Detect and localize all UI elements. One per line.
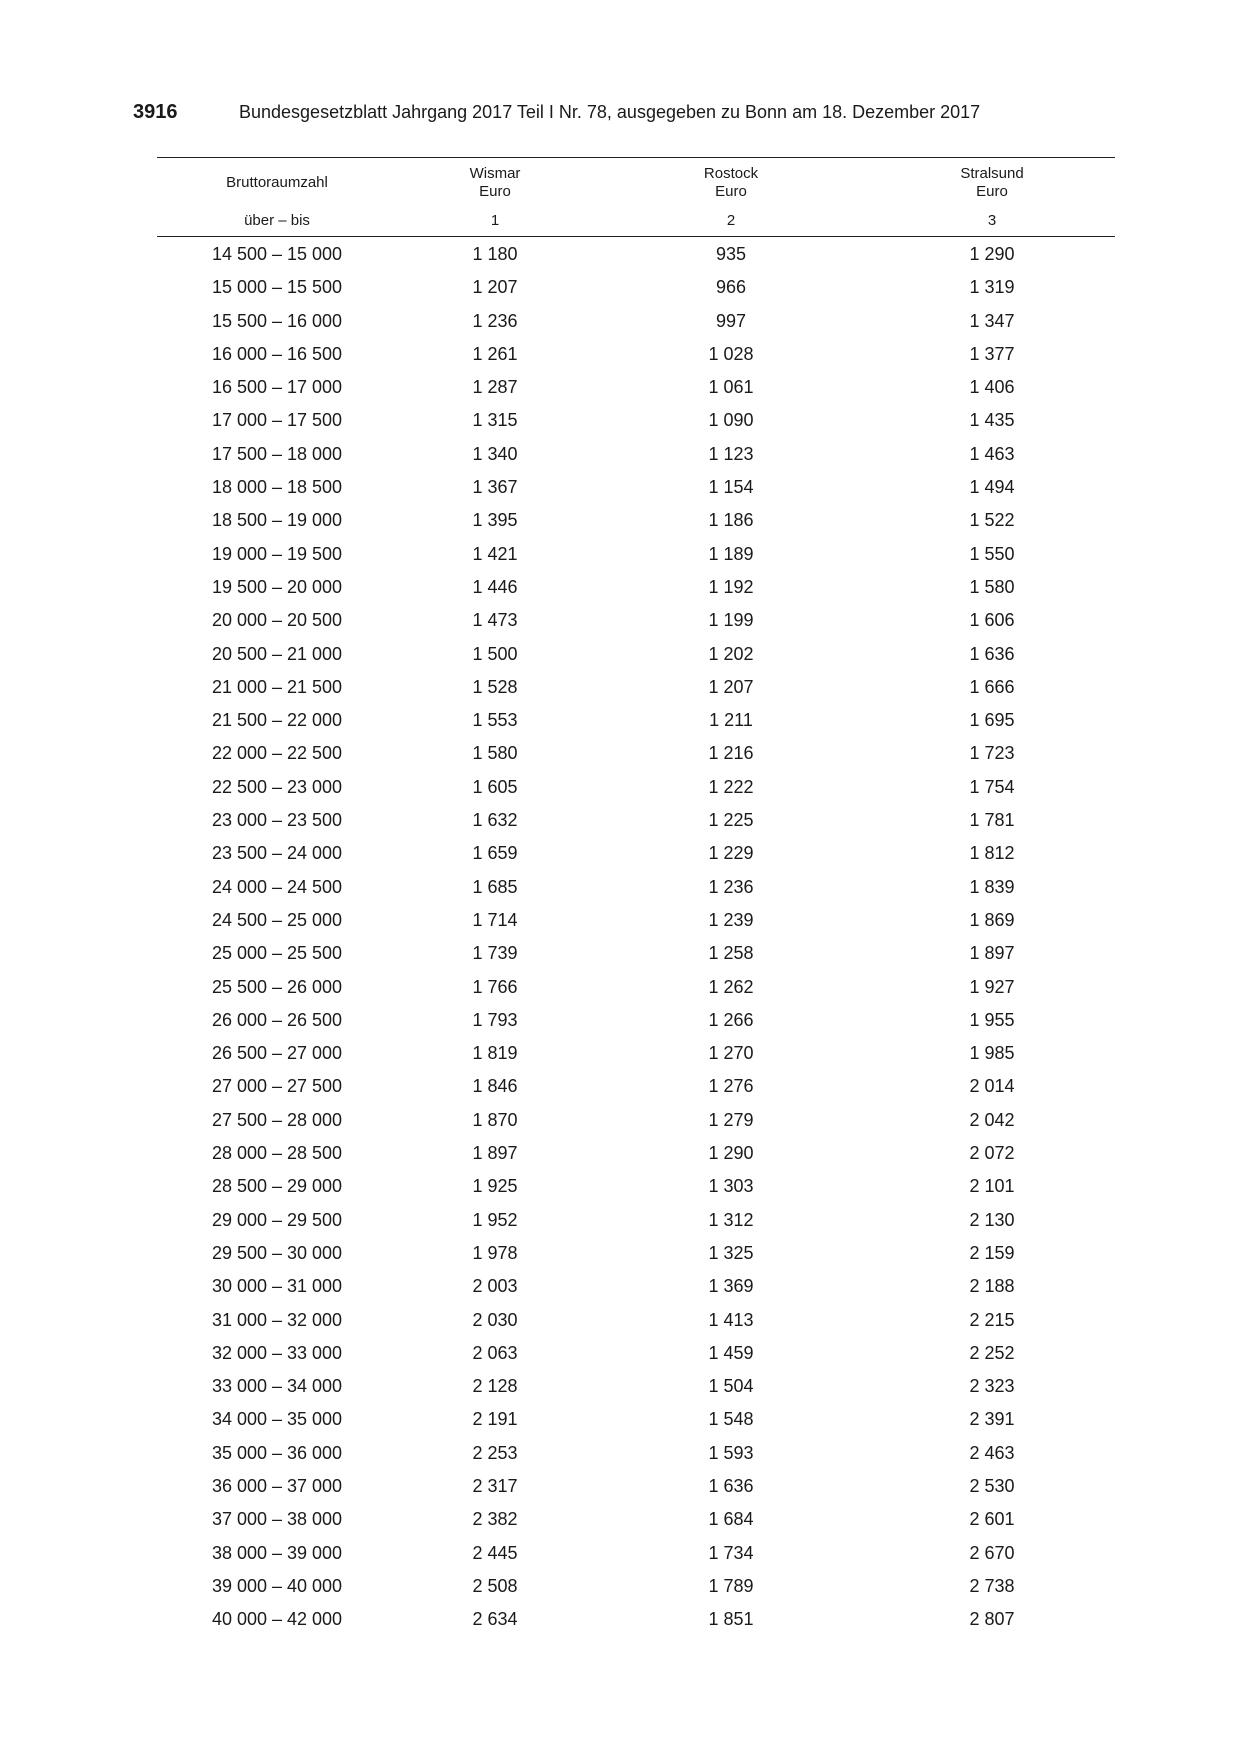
cell-wismar: 1 553 <box>472 710 518 731</box>
cell-rostock: 1 279 <box>708 1109 754 1130</box>
cell-rostock: 1 504 <box>708 1376 754 1397</box>
cell-rostock: 1 090 <box>708 410 754 431</box>
cell-range: 25 500 – 26 000 <box>211 976 343 997</box>
cell-wismar: 1 925 <box>472 1176 518 1197</box>
cell-rostock: 1 270 <box>708 1043 754 1064</box>
table-row <box>157 1503 1115 1536</box>
cell-rostock: 1 028 <box>708 343 754 364</box>
cell-range: 32 000 – 33 000 <box>211 1342 343 1363</box>
cell-rostock: 1 266 <box>708 1009 754 1030</box>
table-row <box>157 1204 1115 1237</box>
column-header-stralsund <box>869 165 1115 201</box>
table-row <box>157 1337 1115 1370</box>
cell-range: 20 000 – 20 500 <box>211 610 343 631</box>
table-row <box>157 1070 1115 1103</box>
cell-range: 16 500 – 17 000 <box>211 377 343 398</box>
cell-range: 27 500 – 28 000 <box>211 1109 343 1130</box>
cell-wismar: 1 685 <box>472 876 518 897</box>
cell-stralsund: 1 636 <box>969 643 1015 664</box>
cell-stralsund: 1 869 <box>969 909 1015 930</box>
column-name: Rostock <box>703 165 759 182</box>
cell-range: 37 000 – 38 000 <box>211 1509 343 1530</box>
column-number: 2 <box>726 212 736 229</box>
cell-range: 17 000 – 17 500 <box>211 410 343 431</box>
column-name: Stralsund <box>960 165 1024 182</box>
cell-range: 26 500 – 27 000 <box>211 1043 343 1064</box>
table-row <box>157 1304 1115 1337</box>
cell-range: 19 500 – 20 000 <box>211 576 343 597</box>
cell-range: 39 000 – 40 000 <box>211 1575 343 1596</box>
table-row <box>157 471 1115 504</box>
cell-rostock: 1 186 <box>708 510 754 531</box>
table-row <box>157 1237 1115 1270</box>
cell-wismar: 1 793 <box>472 1009 518 1030</box>
cell-rostock: 1 202 <box>708 643 754 664</box>
table-row <box>157 305 1115 338</box>
cell-wismar: 1 446 <box>472 576 518 597</box>
cell-range: 15 000 – 15 500 <box>211 277 343 298</box>
cell-range: 23 000 – 23 500 <box>211 810 343 831</box>
cell-rostock: 1 189 <box>708 543 754 564</box>
column-unit: Euro <box>715 183 747 200</box>
cell-wismar: 2 191 <box>472 1409 518 1430</box>
cell-range: 22 500 – 23 000 <box>211 776 343 797</box>
table-row <box>157 1104 1115 1137</box>
cell-wismar: 2 253 <box>472 1442 518 1463</box>
cell-stralsund: 1 522 <box>969 510 1015 531</box>
column-header-rostock <box>593 165 869 201</box>
cell-range: 38 000 – 39 000 <box>211 1542 343 1563</box>
cell-stralsund: 1 812 <box>969 843 1015 864</box>
cell-range: 33 000 – 34 000 <box>211 1376 343 1397</box>
cell-range: 14 500 – 15 000 <box>211 244 343 264</box>
table-row <box>157 604 1115 637</box>
cell-rostock: 1 207 <box>708 676 754 697</box>
cell-stralsund: 1 550 <box>969 543 1015 564</box>
cell-stralsund: 1 606 <box>969 610 1015 631</box>
column-name: Wismar <box>469 165 521 182</box>
cell-stralsund: 2 252 <box>969 1342 1015 1363</box>
table-header <box>157 157 1115 236</box>
cell-stralsund: 1 897 <box>969 943 1015 964</box>
cell-stralsund: 2 130 <box>969 1209 1015 1230</box>
table-row <box>157 1403 1115 1436</box>
cell-range: 22 000 – 22 500 <box>211 743 343 764</box>
cell-stralsund: 2 323 <box>969 1376 1015 1397</box>
cell-wismar: 1 473 <box>472 610 518 631</box>
table-header-rule <box>157 236 1115 237</box>
cell-wismar: 1 659 <box>472 843 518 864</box>
table-row <box>157 971 1115 1004</box>
cell-stralsund: 1 347 <box>969 310 1015 331</box>
cell-rostock: 1 211 <box>709 710 753 731</box>
cell-wismar: 1 632 <box>472 810 518 831</box>
cell-stralsund: 1 666 <box>969 676 1015 697</box>
cell-range: 26 000 – 26 500 <box>211 1009 343 1030</box>
cell-rostock: 1 548 <box>708 1409 754 1430</box>
cell-stralsund: 1 319 <box>969 277 1015 298</box>
column-number: 3 <box>987 212 997 229</box>
table-row <box>157 238 1115 271</box>
cell-rostock: 1 222 <box>708 776 754 797</box>
cell-stralsund: 2 215 <box>969 1309 1015 1330</box>
cell-wismar: 1 395 <box>472 510 518 531</box>
cell-wismar: 2 128 <box>472 1376 518 1397</box>
cell-rostock: 1 276 <box>708 1076 754 1097</box>
table-row <box>157 1603 1115 1636</box>
cell-wismar: 1 315 <box>472 410 518 431</box>
cell-wismar: 1 714 <box>472 909 518 930</box>
cell-wismar: 1 180 <box>472 244 518 264</box>
table-row <box>157 837 1115 870</box>
cell-wismar: 1 580 <box>472 743 518 764</box>
table-row <box>157 504 1115 537</box>
cell-rostock: 1 593 <box>708 1442 754 1463</box>
table-row <box>157 804 1115 837</box>
cell-wismar: 1 367 <box>472 477 518 498</box>
cell-stralsund: 2 670 <box>969 1542 1015 1563</box>
cell-range: 28 000 – 28 500 <box>211 1143 343 1164</box>
cell-range: 28 500 – 29 000 <box>211 1176 343 1197</box>
cell-stralsund: 1 927 <box>969 976 1015 997</box>
cell-wismar: 1 978 <box>472 1242 518 1263</box>
cell-rostock: 1 239 <box>708 909 754 930</box>
table-row <box>157 638 1115 671</box>
cell-stralsund: 2 188 <box>969 1276 1015 1297</box>
cell-wismar: 1 421 <box>472 543 518 564</box>
column-header-wismar <box>397 165 593 201</box>
cell-rostock: 1 369 <box>708 1276 754 1297</box>
cell-wismar: 1 207 <box>472 277 518 298</box>
cell-rostock: 1 262 <box>708 976 754 997</box>
table-row <box>157 1270 1115 1303</box>
table-row <box>157 404 1115 437</box>
cell-stralsund: 1 955 <box>969 1009 1015 1030</box>
table-row <box>157 1437 1115 1470</box>
cell-wismar: 1 340 <box>472 443 518 464</box>
cell-wismar: 1 261 <box>472 343 518 364</box>
cell-range: 16 000 – 16 500 <box>211 343 343 364</box>
table-row <box>157 937 1115 970</box>
cell-wismar: 2 030 <box>472 1309 518 1330</box>
table-row <box>157 1370 1115 1403</box>
table-row <box>157 737 1115 770</box>
table-row <box>157 1137 1115 1170</box>
table-row <box>157 704 1115 737</box>
cell-range: 21 000 – 21 500 <box>211 676 343 697</box>
cell-rostock: 1 734 <box>708 1542 754 1563</box>
cell-rostock: 1 290 <box>708 1143 754 1164</box>
cell-stralsund: 1 985 <box>969 1043 1015 1064</box>
cell-range: 20 500 – 21 000 <box>211 643 343 664</box>
cell-range: 29 000 – 29 500 <box>211 1209 343 1230</box>
cell-range: 29 500 – 30 000 <box>211 1242 343 1263</box>
cell-stralsund: 2 072 <box>969 1143 1015 1164</box>
cell-rostock: 1 851 <box>708 1609 754 1630</box>
cell-stralsund: 1 723 <box>969 743 1015 764</box>
cell-rostock: 1 154 <box>708 477 754 498</box>
cell-rostock: 1 636 <box>708 1475 754 1496</box>
page-number: 3916 <box>133 101 178 123</box>
cell-stralsund: 1 754 <box>969 776 1015 797</box>
cell-wismar: 2 003 <box>472 1276 518 1297</box>
cell-range: 31 000 – 32 000 <box>211 1309 343 1330</box>
cell-stralsund: 1 695 <box>969 710 1015 731</box>
cell-rostock: 1 225 <box>708 810 754 831</box>
cell-range: 23 500 – 24 000 <box>211 843 343 864</box>
cell-range: 34 000 – 35 000 <box>211 1409 343 1430</box>
table-row <box>157 1570 1115 1603</box>
cell-stralsund: 1 290 <box>969 244 1015 264</box>
cell-stralsund: 2 159 <box>969 1242 1015 1263</box>
cell-stralsund: 2 463 <box>969 1442 1015 1463</box>
cell-rostock: 1 684 <box>708 1509 754 1530</box>
cell-stralsund: 1 781 <box>969 810 1015 831</box>
cell-stralsund: 2 042 <box>969 1109 1015 1130</box>
cell-range: 24 000 – 24 500 <box>211 876 343 897</box>
table-row <box>157 271 1115 304</box>
cell-stralsund: 2 391 <box>969 1409 1015 1430</box>
cell-wismar: 2 063 <box>472 1342 518 1363</box>
cell-range: 36 000 – 37 000 <box>211 1475 343 1496</box>
table-body <box>157 238 1115 1636</box>
cell-rostock: 1 192 <box>708 576 754 597</box>
column-subheader-range: über – bis <box>244 212 310 229</box>
cell-range: 40 000 – 42 000 <box>211 1609 343 1630</box>
cell-wismar: 1 739 <box>472 943 518 964</box>
cell-wismar: 1 528 <box>472 676 518 697</box>
cell-stralsund: 1 406 <box>969 377 1015 398</box>
table-row <box>157 1170 1115 1203</box>
table-row <box>157 338 1115 371</box>
cell-stralsund: 1 463 <box>969 443 1015 464</box>
column-number: 1 <box>490 212 500 229</box>
cell-rostock: 1 789 <box>708 1575 754 1596</box>
cell-wismar: 2 382 <box>472 1509 518 1530</box>
table-row <box>157 1470 1115 1503</box>
cell-stralsund: 1 435 <box>969 410 1015 431</box>
column-header-bruttoraumzahl: Bruttoraumzahl <box>226 174 328 191</box>
table-row <box>157 371 1115 404</box>
cell-rostock: 1 061 <box>708 377 754 398</box>
table-row <box>157 538 1115 571</box>
table-row <box>157 571 1115 604</box>
cell-wismar: 1 766 <box>472 976 518 997</box>
cell-wismar: 1 287 <box>472 377 518 398</box>
table-row <box>157 1037 1115 1070</box>
cell-rostock: 1 199 <box>708 610 754 631</box>
cell-rostock: 997 <box>715 310 747 331</box>
cell-range: 24 500 – 25 000 <box>211 909 343 930</box>
table-row <box>157 904 1115 937</box>
cell-wismar: 1 952 <box>472 1209 518 1230</box>
cell-stralsund: 1 839 <box>969 876 1015 897</box>
cell-rostock: 1 303 <box>708 1176 754 1197</box>
cell-wismar: 1 897 <box>472 1143 518 1164</box>
page-title: Bundesgesetzblatt Jahrgang 2017 Teil I Nr. 78, ausgegeben zu Bonn am 18. Dezember 2017 <box>239 102 981 122</box>
table-row <box>157 1004 1115 1037</box>
cell-wismar: 2 508 <box>472 1575 518 1596</box>
cell-wismar: 2 634 <box>472 1609 518 1630</box>
cell-stralsund: 2 014 <box>969 1076 1015 1097</box>
cell-range: 27 000 – 27 500 <box>211 1076 343 1097</box>
cell-stralsund: 2 101 <box>969 1176 1015 1197</box>
cell-rostock: 1 413 <box>708 1309 754 1330</box>
cell-rostock: 1 216 <box>708 743 754 764</box>
cell-rostock: 1 312 <box>708 1209 754 1230</box>
cell-wismar: 1 605 <box>472 776 518 797</box>
cell-wismar: 1 846 <box>472 1076 518 1097</box>
cell-wismar: 1 500 <box>472 643 518 664</box>
cell-range: 21 500 – 22 000 <box>211 710 343 731</box>
cell-range: 17 500 – 18 000 <box>211 443 343 464</box>
cell-rostock: 1 229 <box>708 843 754 864</box>
cell-range: 35 000 – 36 000 <box>211 1442 343 1463</box>
cell-stralsund: 1 580 <box>969 576 1015 597</box>
cell-stralsund: 2 738 <box>969 1575 1015 1596</box>
cell-rostock: 966 <box>715 277 747 298</box>
cell-rostock: 1 325 <box>708 1242 754 1263</box>
cell-wismar: 1 819 <box>472 1043 518 1064</box>
cell-range: 18 000 – 18 500 <box>211 477 343 498</box>
cell-rostock: 1 236 <box>708 876 754 897</box>
table-row <box>157 1537 1115 1570</box>
cell-range: 25 000 – 25 500 <box>211 943 343 964</box>
cell-wismar: 1 870 <box>472 1109 518 1130</box>
page-header <box>133 100 1113 124</box>
table-row <box>157 438 1115 471</box>
cell-range: 30 000 – 31 000 <box>211 1276 343 1297</box>
column-unit: Euro <box>479 183 511 200</box>
cell-wismar: 2 445 <box>472 1542 518 1563</box>
cell-range: 19 000 – 19 500 <box>211 543 343 564</box>
cell-rostock: 935 <box>715 244 747 264</box>
cell-stralsund: 2 601 <box>969 1509 1015 1530</box>
cell-rostock: 1 258 <box>708 943 754 964</box>
table-row <box>157 771 1115 804</box>
cell-stralsund: 1 494 <box>969 477 1015 498</box>
cell-wismar: 1 236 <box>472 310 518 331</box>
cell-rostock: 1 459 <box>708 1342 754 1363</box>
cell-rostock: 1 123 <box>708 443 754 464</box>
cell-range: 18 500 – 19 000 <box>211 510 343 531</box>
table-row <box>157 671 1115 704</box>
cell-stralsund: 2 807 <box>969 1609 1015 1630</box>
cell-stralsund: 2 530 <box>969 1475 1015 1496</box>
column-unit: Euro <box>976 183 1008 200</box>
cell-range: 15 500 – 16 000 <box>211 310 343 331</box>
cell-wismar: 2 317 <box>472 1475 518 1496</box>
cell-stralsund: 1 377 <box>969 343 1015 364</box>
table-row <box>157 871 1115 904</box>
